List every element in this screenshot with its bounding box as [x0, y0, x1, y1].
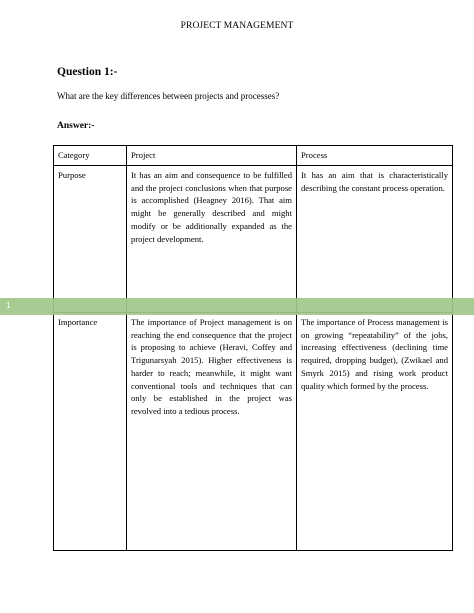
- row-category-importance: Importance: [54, 313, 127, 551]
- page-number: 1: [6, 301, 11, 310]
- column-header-category: Category: [54, 146, 127, 166]
- column-header-project: Project: [127, 146, 297, 166]
- table-header-row: [54, 146, 453, 166]
- column-header-process: Process: [297, 146, 453, 166]
- purpose-project-cell: It has an aim and consequence to be fulfilled and the project conclusions when that purpose is accomplished (Heagney 2016). That aim might be generally described and might modify or be additionally expanded as the project development.: [127, 166, 297, 313]
- comparison-table: [53, 145, 453, 551]
- question-text: What are the key differences between projects and processes?: [57, 91, 280, 101]
- table-row: [54, 166, 453, 313]
- answer-heading: Answer:-: [57, 121, 95, 131]
- importance-process-cell: The importance of Process management is on growing “repeatability” of the jobs, increasing effectiveness (declining time required, dropping budget), (Zwikael and Smyrk 2015) and rising work product quality which formed by the process.: [297, 313, 453, 551]
- purpose-process-cell: It has an aim that is characteristically describing the constant process operation.: [297, 166, 453, 313]
- question-heading: Question 1:-: [57, 66, 118, 78]
- page-header-title: PROJECT MANAGEMENT: [180, 21, 294, 31]
- table-row: [54, 313, 453, 551]
- importance-project-cell: The importance of Project management is on reaching the end consequence that the project is proposing to achieve (Heravi, Coffey and Trigunarsyah 2015). Higher effectiveness is harder to reach; meanwhile, it might want conventional tools and techniques that can only be established in the project was revolved into a tedious process.: [127, 313, 297, 551]
- row-category-purpose: Purpose: [54, 166, 127, 313]
- page-divider-banner: [0, 298, 474, 315]
